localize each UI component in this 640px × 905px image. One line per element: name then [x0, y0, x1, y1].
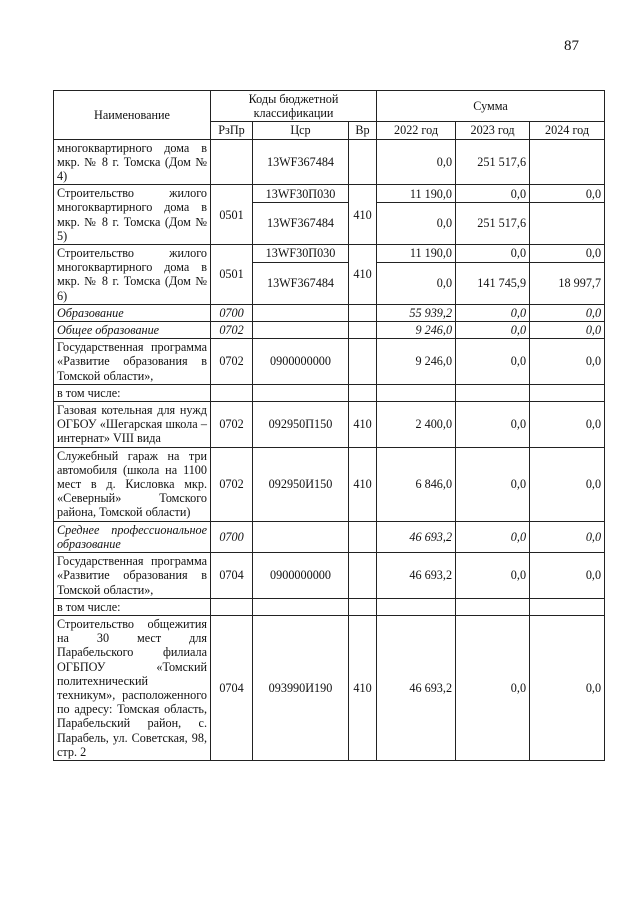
row-vr: 410 — [349, 615, 377, 760]
header-name: Наименование — [54, 91, 211, 140]
row-2024: 0,0 — [530, 521, 605, 552]
row-2022: 46 693,2 — [377, 521, 456, 552]
row-csr: 093990И190 — [253, 615, 349, 760]
row-rzpr — [211, 384, 253, 401]
row-2024: 0,0 — [530, 447, 605, 521]
row-2023 — [456, 598, 530, 615]
row-vr: 410 — [349, 245, 377, 305]
row-2022: 9 246,0 — [377, 339, 456, 385]
table-row — [54, 553, 605, 599]
header-year-2023: 2023 год — [456, 122, 530, 139]
row-vr: 410 — [349, 185, 377, 245]
row-2024: 18 997,7 — [530, 262, 605, 304]
row-csr — [253, 304, 349, 321]
table-row — [54, 447, 605, 521]
row-2022: 46 693,2 — [377, 615, 456, 760]
row-2022: 0,0 — [377, 262, 456, 304]
row-2022: 2 400,0 — [377, 402, 456, 448]
row-2022 — [377, 384, 456, 401]
row-csr — [253, 598, 349, 615]
row-2022: 0,0 — [377, 203, 456, 245]
row-2023: 251 517,6 — [456, 139, 530, 185]
header-year-2022: 2022 год — [377, 122, 456, 139]
page-number: 87 — [564, 38, 579, 54]
row-csr: 0900000000 — [253, 339, 349, 385]
row-2023: 0,0 — [456, 339, 530, 385]
table-row — [54, 339, 605, 385]
table-row — [54, 598, 605, 615]
row-vr — [349, 322, 377, 339]
table-row — [54, 402, 605, 448]
row-2024: 0,0 — [530, 185, 605, 203]
row-rzpr: 0704 — [211, 615, 253, 760]
row-vr — [349, 521, 377, 552]
row-vr — [349, 339, 377, 385]
table-row — [54, 245, 605, 263]
row-csr: 092950И150 — [253, 447, 349, 521]
header-codes: Коды бюджетной классификации — [211, 91, 377, 122]
row-csr: 13WF30П030 — [253, 185, 349, 203]
row-name: в том числе: — [54, 384, 211, 401]
row-2024: 0,0 — [530, 322, 605, 339]
row-rzpr: 0702 — [211, 402, 253, 448]
row-2022: 0,0 — [377, 139, 456, 185]
row-rzpr: 0702 — [211, 447, 253, 521]
row-2022: 6 846,0 — [377, 447, 456, 521]
row-2022: 11 190,0 — [377, 185, 456, 203]
row-csr: 092950П150 — [253, 402, 349, 448]
row-2024 — [530, 598, 605, 615]
row-rzpr: 0704 — [211, 553, 253, 599]
table-row — [54, 185, 605, 203]
row-2024 — [530, 384, 605, 401]
row-2024 — [530, 203, 605, 245]
row-name: Строительство общежития на 30 мест для Парабельского филиала ОГБПОУ «Томский политехнический техникум», расположенного по адресу: Томская область, Парабельский район, с. Парабель, ул. Советская, 98, стр. 2 — [54, 615, 211, 760]
row-csr: 13WF30П030 — [253, 245, 349, 263]
row-name: Государственная программа «Развитие образования в Томской области», — [54, 339, 211, 385]
row-rzpr — [211, 139, 253, 185]
row-2023: 0,0 — [456, 615, 530, 760]
row-csr: 13WF367484 — [253, 139, 349, 185]
row-vr: 410 — [349, 402, 377, 448]
row-rzpr: 0700 — [211, 521, 253, 552]
row-csr: 0900000000 — [253, 553, 349, 599]
row-2023: 0,0 — [456, 553, 530, 599]
row-csr — [253, 521, 349, 552]
budget-table — [53, 90, 605, 761]
row-name: Строительство жилого многоквартирного дома в мкр. № 8 г. Томска (Дом № 6) — [54, 245, 211, 305]
row-2024: 0,0 — [530, 245, 605, 263]
row-2024: 0,0 — [530, 304, 605, 321]
row-rzpr: 0501 — [211, 245, 253, 305]
table-row — [54, 322, 605, 339]
row-2023: 0,0 — [456, 185, 530, 203]
row-name: Образование — [54, 304, 211, 321]
row-vr — [349, 598, 377, 615]
row-csr: 13WF367484 — [253, 262, 349, 304]
row-2024: 0,0 — [530, 402, 605, 448]
row-2023: 0,0 — [456, 245, 530, 263]
row-2023: 0,0 — [456, 402, 530, 448]
header-vr: Вр — [349, 122, 377, 139]
row-2023: 0,0 — [456, 322, 530, 339]
row-vr — [349, 553, 377, 599]
row-rzpr — [211, 598, 253, 615]
row-rzpr: 0702 — [211, 322, 253, 339]
row-name: Строительство жилого многоквартирного дома в мкр. № 8 г. Томска (Дом № 5) — [54, 185, 211, 245]
row-name: Общее образование — [54, 322, 211, 339]
table-row — [54, 521, 605, 552]
row-2023: 0,0 — [456, 447, 530, 521]
row-2022: 55 939,2 — [377, 304, 456, 321]
row-2023: 141 745,9 — [456, 262, 530, 304]
row-2024 — [530, 139, 605, 185]
row-name: многоквартирного дома в мкр. № 8 г. Томска (Дом № 4) — [54, 139, 211, 185]
table-row — [54, 384, 605, 401]
table-row — [54, 615, 605, 760]
row-name: в том числе: — [54, 598, 211, 615]
row-name: Служебный гараж на три автомобиля (школа на 1100 мест в д. Кисловка мкр. «Северный» Томского района, Томской области) — [54, 447, 211, 521]
header-rzpr: РзПр — [211, 122, 253, 139]
row-2024: 0,0 — [530, 553, 605, 599]
table-row — [54, 304, 605, 321]
row-rzpr: 0700 — [211, 304, 253, 321]
row-csr: 13WF367484 — [253, 203, 349, 245]
row-rzpr: 0702 — [211, 339, 253, 385]
header-csr: Цср — [253, 122, 349, 139]
row-2023: 0,0 — [456, 304, 530, 321]
row-2023: 251 517,6 — [456, 203, 530, 245]
row-name: Среднее профессиональное образование — [54, 521, 211, 552]
row-2023 — [456, 384, 530, 401]
table-row — [54, 139, 605, 185]
row-2022: 9 246,0 — [377, 322, 456, 339]
row-vr — [349, 304, 377, 321]
row-2024: 0,0 — [530, 339, 605, 385]
row-name: Газовая котельная для нужд ОГБОУ «Шегарская школа – интернат» VIII вида — [54, 402, 211, 448]
row-2024: 0,0 — [530, 615, 605, 760]
row-rzpr: 0501 — [211, 185, 253, 245]
header-row — [54, 91, 605, 122]
row-csr — [253, 384, 349, 401]
header-year-2024: 2024 год — [530, 122, 605, 139]
row-vr — [349, 139, 377, 185]
row-2023: 0,0 — [456, 521, 530, 552]
row-name: Государственная программа «Развитие образования в Томской области», — [54, 553, 211, 599]
row-csr — [253, 322, 349, 339]
row-2022 — [377, 598, 456, 615]
row-vr: 410 — [349, 447, 377, 521]
row-vr — [349, 384, 377, 401]
header-sum: Сумма — [377, 91, 605, 122]
row-2022: 11 190,0 — [377, 245, 456, 263]
row-2022: 46 693,2 — [377, 553, 456, 599]
